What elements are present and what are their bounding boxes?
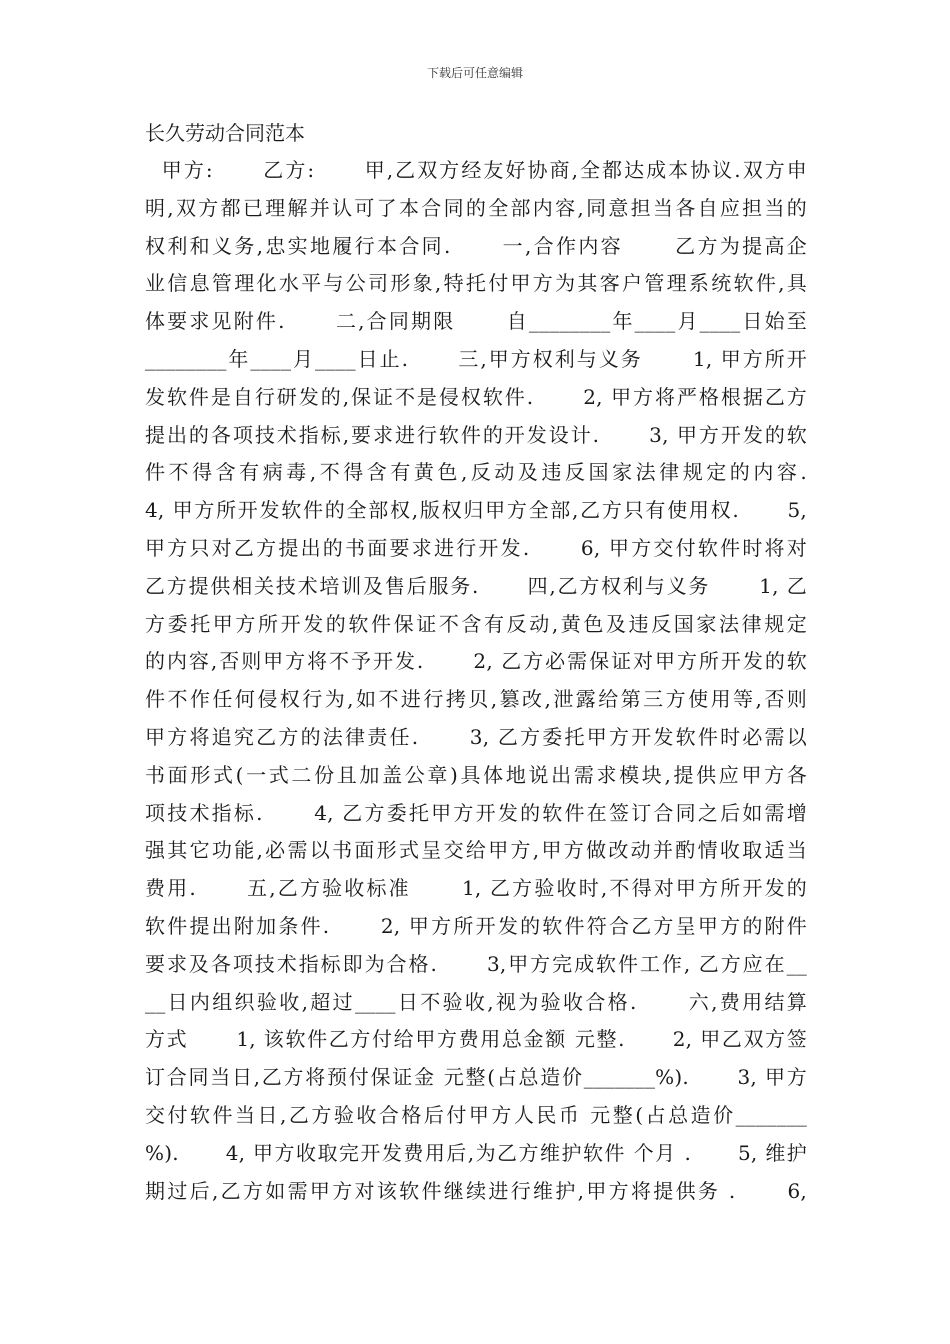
text-line: 甲方: 乙方: 甲,乙双方经友好协商,全都达成本协议.双方申 — [145, 158, 807, 182]
text-line: 甲方只对乙方提出的书面要求进行开发. 6, 甲方交付软件时将对 — [145, 535, 807, 560]
text-line: 的内容,否则甲方将不予开发. 2, 乙方必需保证对甲方所开发的软 — [145, 649, 807, 674]
text-line: 要求及各项技术指标即为合格. 3,甲方完成软件工作, 乙方应在__ — [145, 951, 807, 976]
page-header: 下载后可任意编辑 — [426, 66, 523, 80]
text-line: 发软件是自行研发的,保证不是侵权软件. 2, 甲方将严格根据乙方 — [145, 384, 807, 409]
document-body — [145, 114, 807, 1210]
text-line: 项技术指标. 4, 乙方委托甲方开发的软件在签订合同之后如需增 — [145, 800, 807, 825]
text-line: 费用. 五,乙方验收标准 1, 乙方验收时,不得对甲方所开发的 — [145, 876, 807, 901]
text-line: __日内组织验收,超过____日不验收,视为验收合格. 六,费用结算 — [145, 989, 807, 1014]
text-line: 权利和义务,忠实地履行本合同. 一,合作内容 乙方为提高企 — [145, 233, 807, 258]
text-line: 软件提出附加条件. 2, 甲方所开发的软件符合乙方呈甲方的附件 — [145, 913, 807, 938]
text-line: %). 4, 甲方收取完开发费用后,为乙方维护软件 个月 . 5, 维护 — [145, 1140, 807, 1165]
text-line: ________年____月____日止. 三,甲方权利与义务 1, 甲方所开 — [145, 346, 807, 371]
text-line: 业信息管理化水平与公司形象,特托付甲方为其客户管理系统软件,具 — [145, 271, 807, 296]
text-line: 4, 甲方所开发软件的全部权,版权归甲方全部,乙方只有使用权. 5, — [145, 498, 807, 523]
text-line: 提出的各项技术指标,要求进行软件的开发设计. 3, 甲方开发的软 — [145, 422, 807, 447]
text-line: 方式 1, 该软件乙方付给甲方费用总金额 元整. 2, 甲乙双方签 — [145, 1027, 807, 1052]
text-line: 甲方将追究乙方的法律责任. 3, 乙方委托甲方开发软件时必需以 — [145, 724, 807, 749]
text-line: 交付软件当日,乙方验收合格后付甲方人民币 元整(占总造价_______ — [145, 1102, 807, 1127]
text-line: 乙方提供相关技术培训及售后服务. 四,乙方权利与义务 1, 乙 — [145, 573, 807, 598]
document-title: 长久劳动合同范本 — [145, 121, 305, 145]
text-line: 件不得含有病毒,不得含有黄色,反动及违反国家法律规定的内容. — [145, 460, 807, 485]
text-line: 期过后,乙方如需甲方对该软件继续进行维护,甲方将提供务 . 6, — [145, 1178, 807, 1203]
text-line: 明,双方都已理解并认可了本合同的全部内容,同意担当各自应担当的 — [145, 195, 807, 220]
text-line: 订合同当日,乙方将预付保证金 元整(占总造价_______%). 3, 甲方 — [145, 1065, 807, 1090]
text-line: 件不作任何侵权行为,如不进行拷贝,篡改,泄露给第三方使用等,否则 — [145, 687, 807, 712]
text-line: 书面形式(一式二份且加盖公章)具体地说出需求模块,提供应甲方各 — [145, 762, 807, 787]
text-line: 强其它功能,必需以书面形式呈交给甲方,甲方做改动并酌情收取适当 — [145, 838, 807, 863]
text-line: 体要求见附件. 二,合同期限 自________年____月____日始至 — [145, 309, 807, 334]
text-line: 方委托甲方所开发的软件保证不含有反动,黄色及违反国家法律规定 — [145, 611, 807, 636]
